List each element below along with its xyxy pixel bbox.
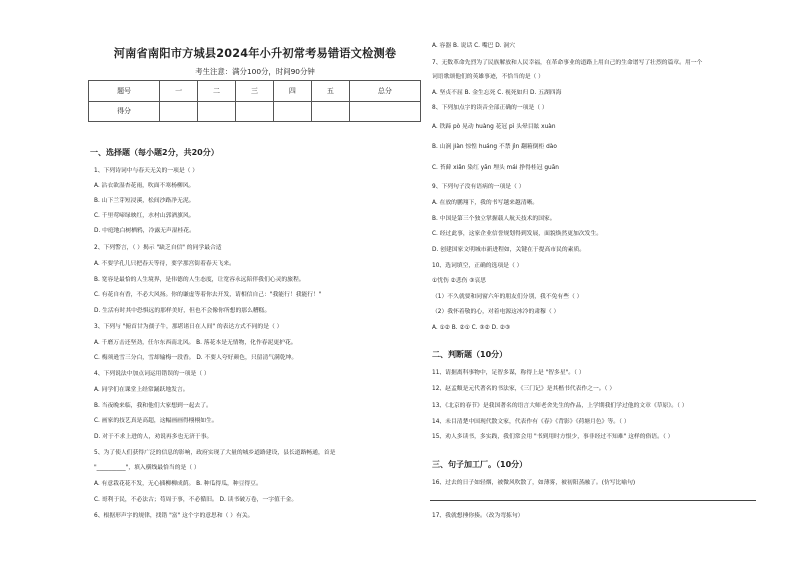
- question-line: C. 千里莺啼绿映红，水村山郭酒旗风。: [94, 213, 195, 219]
- answer-line[interactable]: [430, 500, 756, 501]
- section-heading-sentence: 三、句子加工厂。（10分）: [432, 460, 528, 469]
- question-line: B. 山涧 jiàn 惊惶 huáng 不禁 jìn 翻箱倒柜 dào: [432, 144, 557, 150]
- score-input-cell[interactable]: [160, 101, 198, 122]
- question-line: 9、下列句子没有语病的一项是（ ）: [432, 184, 525, 190]
- question-line: A. 不要学孔儿只把春天等待，要学那宫街着春天飞来。: [94, 261, 235, 267]
- score-cell: 五: [311, 81, 349, 102]
- question-line: C. 有花自有香，不必大风扬。你的谦虚等着你去开发，请相信自己："我能行！我能行！": [94, 292, 322, 298]
- question-line: 17、我就想捶你揍。（改为弯拣句）: [432, 513, 524, 519]
- question-line: D. 中庭地白树栖鸦，冷露无声湿桂花。: [94, 228, 195, 234]
- question-line: ①忧伤 ②悲伤 ③哀思: [432, 278, 487, 284]
- question-line: B. 山下兰芽短浸溪，松间沙路净无泥。: [94, 198, 195, 204]
- question-line: 4、下列说法中加点词运用错误的一项是（ ）: [94, 371, 210, 377]
- score-input-cell[interactable]: [198, 101, 236, 122]
- question-line: "__________"，填入横线最恰当的是（ ）: [94, 465, 200, 471]
- question-line: 6、根据形声字的规律，找错 "富" 这个字的意思和（ ）有关。: [94, 513, 254, 519]
- question-line: （1）不久就要和同窗六年的朋友们分别，我不免有些（ ）: [432, 294, 583, 300]
- section-heading-judge: 二、判断题（10分）: [432, 350, 508, 359]
- question-line: A. 在放的鹏翔下，我的书写越来越清晰。: [432, 200, 539, 206]
- score-cell: 二: [198, 81, 236, 102]
- question-line: 12、赵孟頫是元代著名的书法家，《三门记》是其楷书代表作之一。（ ）: [432, 386, 616, 392]
- question-line: 词语歌颂他们的英雄事迹，不恰当的是（ ）: [432, 74, 544, 80]
- question-line: D. 生活有时其中恐惧远的那样美好，但也不会像你所想的那么糟糕。: [94, 308, 271, 314]
- score-input-cell[interactable]: [311, 101, 349, 122]
- question-line: C. 经过此事，这家企业信誉规划得到发展，面貌焕然更加次发生。: [432, 231, 603, 237]
- score-cell: 三: [236, 81, 274, 102]
- score-input-cell[interactable]: [349, 101, 420, 122]
- section-heading-choice: 一、选择题（每小题2分，共20分）: [90, 148, 219, 157]
- question-line: B. 当夜晚来临，我和他们大家想到一起去了。: [94, 403, 212, 409]
- question-line: 1、下列诗词中与春天无关的一项是（ ）: [94, 168, 199, 174]
- score-input-cell[interactable]: [273, 101, 311, 122]
- question-line: 11、请据离科事物中，足智多谋，称得上是 "智多星"。（ ）: [432, 370, 585, 376]
- score-input-cell[interactable]: [236, 101, 274, 122]
- question-line: A. 同学们在课堂上经常踊跃地发言。: [94, 387, 189, 393]
- score-cell: 总分: [349, 81, 420, 102]
- question-line: D. 创建国家文明城市新进程如，关键在于提高市民的素质。: [432, 247, 586, 253]
- question-line: A. ①② B. ②① C. ③② D. ②③: [432, 325, 511, 331]
- score-cell: 得分: [89, 101, 160, 122]
- question-line: B. 中国是第三个独立掌握载人航天技术的国家。: [432, 216, 556, 222]
- question-line: 10、选词填空，正确的选项是（ ）: [432, 263, 523, 269]
- question-line: B. 宽容是最恰的人生境界，是伟德的人生态度，让宽容永远陪伴我们心灵的旅程。: [94, 277, 305, 283]
- question-line: 5、为了使人们获得广泛的信息的影响，政府实现了大量的城乡道路建设，县长道路畅通，首是: [94, 450, 336, 456]
- question-line: A. 铁蹄 pò 晃动 huàng 花冠 pì 头晕目眩 xuàn: [432, 124, 556, 130]
- score-table-header-row: [89, 81, 421, 102]
- score-table-value-row: [89, 101, 421, 122]
- question-line: 2、下列警言，（ ）揭示 "缺乏自信" 的同学最合适: [94, 245, 222, 251]
- question-line: C. 哥利于民，不必法古；苟周于事，不必循旧。 D. 读书破万卷，一字值千金。: [94, 497, 298, 503]
- question-line: A. 沾衣欲湿杏花雨，吹面不寒杨柳风。: [94, 183, 195, 189]
- question-line: 3、下列与 "俯首甘为孺子牛，那堪诸日在人间" 的表达方式不同的是（ ）: [94, 324, 283, 330]
- question-line: C. 苔藓 xiǎn 染红 yān 埋头 mái 挣得桂冠 guān: [432, 165, 559, 171]
- question-line: 14、未目清楚中国现代散文家，代表作有《春》《背影》《荷塘月色》等。（ ）: [432, 419, 630, 425]
- question-line: C. 梅须逊雪三分白，雪却输梅一段香。 D. 不要人夸好颜色，只留清气满乾坤。: [94, 355, 298, 361]
- question-line: 13、《北京的春节》是我国著名的语言大师老舍先生的作品，上学期我们学过他的文章《草原》。（ ）: [432, 403, 688, 409]
- question-line: 16、过去的日子如轻烟，被微风吹散了，如薄雾，被初阳蒸融了。(仿写比喻句): [432, 480, 636, 486]
- question-line: A. 有意栽花花不发，无心插柳柳成荫。 B. 种瓜得瓜，种豆得豆。: [94, 481, 262, 487]
- exam-notice: 考生注意：满分100分，时间90分钟: [195, 67, 315, 76]
- question-line: 8、下列加点字的读音全部正确的一项是（ ）: [432, 105, 548, 111]
- question-line: A. 千磨万击还坚劲，任尔东西南北风。 B. 落花本是无情物，化作春泥更护花。: [94, 340, 297, 346]
- question-line: （2）我怀着敬的心，对着电源这冰冷的肃穆（ ）: [432, 309, 560, 315]
- score-cell: 一: [160, 81, 198, 102]
- question-line: A. 坚贞不屈 B. 金生忘死 C. 视死如归 D. 五湖四海: [432, 90, 562, 96]
- score-table: [88, 80, 421, 122]
- question-line: 7、无数革命先烈为了民族解放和人民幸福，在革命事业的道路上用自己的生命谱写了壮烈的篇章。用一个: [432, 60, 703, 66]
- score-cell: 四: [273, 81, 311, 102]
- score-cell: 题号: [89, 81, 160, 102]
- question-line: D. 对于不求上进的人，劝说再多也无济于事。: [94, 434, 213, 440]
- page-title: 河南省南阳市方城县2024年小升初常考易错语文检测卷: [113, 47, 397, 60]
- question-line: A. 容器 B. 说话 C. 嘴巴 D. 洞穴: [432, 43, 515, 49]
- question-line: C. 画家的技艺真是高超，这幅画画得栩栩如生。: [94, 418, 218, 424]
- question-line: 15、劝人多读书，多实践，我们常会用 "书到用时方恨少，事非经过不知难" 这样的俗语。（ ）: [432, 434, 674, 440]
